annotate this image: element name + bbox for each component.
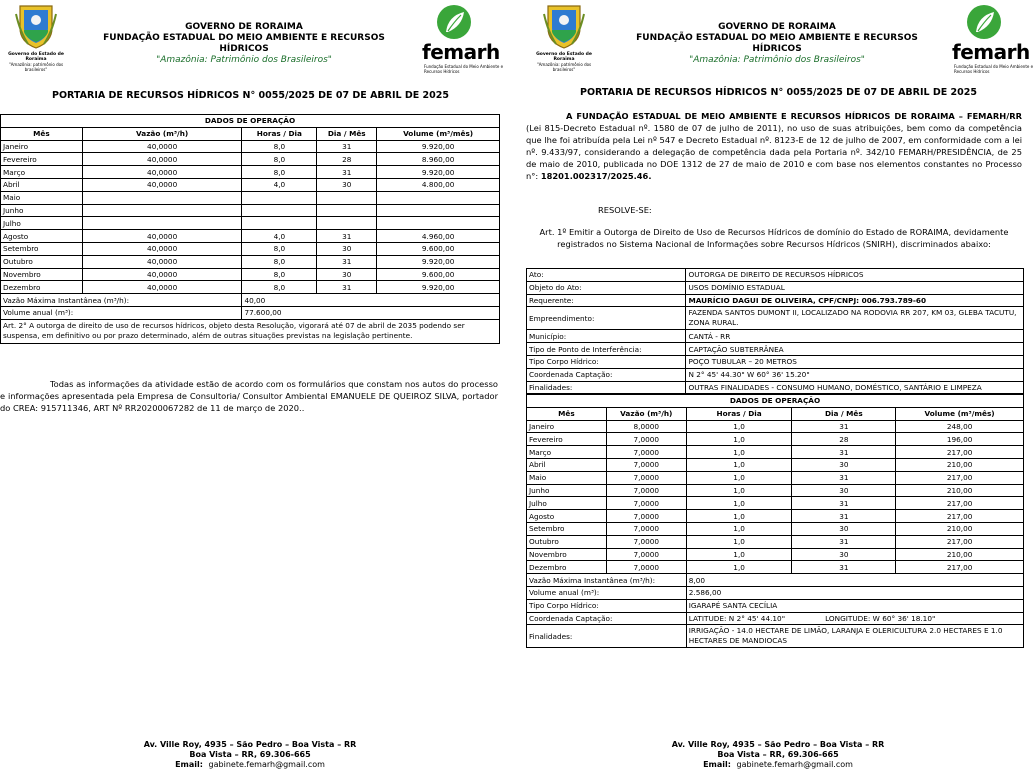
header	[84, 22, 404, 66]
right-page	[512, 0, 1034, 771]
days-cell: 31	[792, 420, 896, 433]
flow-cell: 7,0000	[606, 433, 686, 446]
flow-cell: 7,0000	[606, 522, 686, 535]
info-value: OUTRAS FINALIDADES - CONSUMO HUMANO, DOMÉSTICO, SANTÁRIO E LIMPEZA	[686, 381, 1024, 394]
volume-cell: 196,00	[896, 433, 1024, 446]
document-title: PORTARIA DE RECURSOS HÍDRICOS N° 0055/2025 DE 07 DE ABRIL DE 2025	[52, 90, 449, 101]
month-cell: Outubro	[1, 255, 83, 268]
volume-cell: 9.920,00	[377, 281, 500, 294]
volume-cell: 4.800,00	[377, 178, 500, 191]
flow-cell: 40,0000	[82, 153, 242, 166]
vmax-value: 40,00	[242, 294, 500, 307]
days-cell: 31	[792, 535, 896, 548]
flow-cell	[82, 204, 242, 217]
hours-cell: 1,0	[686, 433, 792, 446]
month-cell: Março	[527, 446, 607, 459]
table-row	[527, 497, 1024, 510]
month-cell: Outubro	[527, 535, 607, 548]
flow-cell: 7,0000	[606, 548, 686, 561]
table-row	[527, 510, 1024, 523]
hours-cell: 8,0	[242, 255, 317, 268]
finalidades-row	[527, 625, 1024, 648]
flow-cell: 40,0000	[82, 255, 242, 268]
state-crest	[532, 2, 592, 72]
info-row	[527, 281, 1024, 294]
volume-cell: 9.920,00	[377, 166, 500, 179]
corpo-value: IGARAPÉ SANTA CECÍLIA	[686, 599, 1023, 612]
info-row	[527, 368, 1024, 381]
table-row	[527, 535, 1024, 548]
volume-cell: 217,00	[896, 561, 1024, 574]
days-cell: 31	[792, 510, 896, 523]
footer-email[interactable]: gabinete.femarh@gmail.com	[736, 760, 853, 769]
footer	[628, 740, 928, 770]
info-value: FAZENDA SANTOS DUMONT II, LOCALIZADO NA RODOVIA RR 207, KM 03, GLEBA TACUTU, ZONA RURAL.	[686, 307, 1024, 330]
days-cell	[317, 204, 377, 217]
crest-caption: Governo do Estado de Roraima	[8, 52, 64, 62]
days-cell: 30	[792, 484, 896, 497]
month-cell: Novembro	[527, 548, 607, 561]
days-cell: 31	[317, 166, 377, 179]
info-label: Ato:	[527, 269, 686, 282]
column-header: Volume (m³/mês)	[377, 127, 500, 140]
table-row	[527, 446, 1024, 459]
volume-cell: 248,00	[896, 420, 1024, 433]
info-row	[527, 343, 1024, 356]
hours-cell: 1,0	[686, 510, 792, 523]
footer-city: Boa Vista – RR, 69.306-665	[189, 750, 311, 759]
header	[612, 22, 942, 66]
table-row	[1, 242, 500, 255]
info-label: Tipo de Ponto de Interferência:	[527, 343, 686, 356]
days-cell: 31	[792, 497, 896, 510]
column-header: Mês	[527, 407, 607, 420]
footer-address: Av. Ville Roy, 4935 – São Pedro – Boa Vista – RR	[143, 740, 357, 749]
days-cell: 28	[792, 433, 896, 446]
info-value: MAURÍCIO DAGUI DE OLIVEIRA, CPF/CNPJ: 006.793.789-60	[686, 294, 1024, 307]
hours-cell: 1,0	[686, 446, 792, 459]
column-header: Dia / Mês	[317, 127, 377, 140]
table-row	[527, 420, 1024, 433]
days-cell: 30	[792, 548, 896, 561]
vanual-row	[527, 586, 1024, 599]
flow-cell: 7,0000	[606, 484, 686, 497]
column-header: Volume (m³/mês)	[896, 407, 1024, 420]
state-crest	[4, 2, 64, 72]
volume-cell: 217,00	[896, 510, 1024, 523]
femarh-wordmark: femarh	[422, 40, 500, 64]
header-motto: "Amazônia: Patrimônio dos Brasileiros"	[156, 55, 332, 65]
coord-value	[686, 612, 1023, 625]
info-row	[527, 307, 1024, 330]
volume-cell: 217,00	[896, 535, 1024, 548]
flow-cell: 7,0000	[606, 535, 686, 548]
month-cell: Fevereiro	[1, 153, 83, 166]
footer-city: Boa Vista – RR, 69.306-665	[717, 750, 839, 759]
crest-subcaption: "Amazônia: patrimônio dos brasileiros"	[536, 62, 592, 72]
month-cell: Janeiro	[1, 140, 83, 153]
info-label: Município:	[527, 330, 686, 343]
month-cell: Fevereiro	[527, 433, 607, 446]
footer-address: Av. Ville Roy, 4935 – São Pedro – Boa Vista – RR	[671, 740, 885, 749]
table-row	[1, 178, 500, 191]
header-line1: GOVERNO DE RORAIMA	[718, 22, 836, 32]
flow-cell	[82, 217, 242, 230]
femarh-subtitle: Fundação Estadual do Meio Ambiente e Recursos Hídricos	[424, 64, 504, 74]
info-value: N 2° 45' 44.30" W 60° 36' 15.20"	[686, 368, 1024, 381]
table-row	[1, 153, 500, 166]
vanual-label: Volume anual (m³):	[527, 586, 687, 599]
volume-cell: 8.960,00	[377, 153, 500, 166]
volume-cell: 210,00	[896, 484, 1024, 497]
crest-icon	[544, 2, 584, 50]
month-cell: Abril	[527, 458, 607, 471]
flow-cell: 40,0000	[82, 242, 242, 255]
table-title: DADOS DE OPERAÇÃO	[527, 395, 1024, 408]
volume-cell	[377, 191, 500, 204]
femarh-wordmark: femarh	[952, 40, 1030, 64]
operation-table	[526, 394, 1024, 648]
volume-cell	[377, 217, 500, 230]
info-value: CANTÁ - RR	[686, 330, 1024, 343]
table-row	[527, 522, 1024, 535]
hours-cell: 8,0	[242, 242, 317, 255]
volume-cell: 210,00	[896, 458, 1024, 471]
vanual-row	[1, 306, 500, 319]
month-cell: Abril	[1, 178, 83, 191]
volume-cell: 9.600,00	[377, 242, 500, 255]
info-label: Coordenada Captação:	[527, 368, 686, 381]
hours-cell: 4,0	[242, 178, 317, 191]
vmax-label: Vazão Máxima Instantânea (m³/h):	[1, 294, 242, 307]
flow-cell: 40,0000	[82, 166, 242, 179]
volume-cell: 4.960,00	[377, 230, 500, 243]
process-number: 18201.002317/2025.46.	[540, 171, 652, 181]
hours-cell	[242, 204, 317, 217]
hours-cell: 8,0	[242, 153, 317, 166]
flow-cell: 7,0000	[606, 497, 686, 510]
hours-cell: 1,0	[686, 535, 792, 548]
volume-cell: 9.600,00	[377, 268, 500, 281]
days-cell: 30	[317, 268, 377, 281]
vmax-row	[1, 294, 500, 307]
crest-subcaption: "Amazônia: patrimônio dos brasileiros"	[8, 62, 64, 72]
flow-cell: 7,0000	[606, 561, 686, 574]
hours-cell: 8,0	[242, 281, 317, 294]
info-value: POÇO TUBULAR – 20 METROS	[686, 355, 1024, 368]
crest-caption: Governo do Estado de Roraima	[536, 52, 592, 62]
table-row	[527, 548, 1024, 561]
coord-lon: LONGITUDE: W 60° 36' 18.10"	[825, 613, 936, 623]
flow-cell: 40,0000	[82, 230, 242, 243]
resolve-label: RESOLVE-SE:	[598, 205, 652, 215]
hours-cell: 1,0	[686, 471, 792, 484]
column-header: Vazão (m³/h)	[606, 407, 686, 420]
table-row	[527, 484, 1024, 497]
hours-cell: 1,0	[686, 484, 792, 497]
days-cell: 30	[792, 522, 896, 535]
table-row	[527, 433, 1024, 446]
table-row	[1, 140, 500, 153]
vmax-value: 8,00	[686, 574, 1023, 587]
days-cell: 31	[317, 230, 377, 243]
days-cell: 28	[317, 153, 377, 166]
finalidades-label: Finalidades:	[527, 625, 687, 648]
table-row	[1, 230, 500, 243]
header-motto: "Amazônia: Patrimônio dos Brasileiros"	[689, 55, 865, 65]
femarh-leaf-icon	[964, 4, 1004, 44]
flow-cell: 40,0000	[82, 178, 242, 191]
days-cell: 31	[792, 471, 896, 484]
volume-cell: 217,00	[896, 446, 1024, 459]
month-cell: Novembro	[1, 268, 83, 281]
days-cell: 30	[792, 458, 896, 471]
vanual-value: 2.586,00	[686, 586, 1023, 599]
flow-cell: 7,0000	[606, 510, 686, 523]
month-cell: Agosto	[527, 510, 607, 523]
hours-cell: 1,0	[686, 548, 792, 561]
days-cell: 30	[317, 178, 377, 191]
info-value: OUTORGA DE DIREITO DE RECURSOS HÍDRICOS	[686, 269, 1024, 282]
volume-cell: 210,00	[896, 548, 1024, 561]
art2-text: Art. 2° A outorga de direito de uso de recursos hídricos, objeto desta Resolução, vigorará até 07 de abril de 2035 podendo ser suspensa, em definitivo ou por prazo determinado, além de outras situações previstas na legislação pertinente.	[1, 319, 500, 343]
art2-row	[1, 319, 500, 343]
table-row	[527, 471, 1024, 484]
corpo-label: Tipo Corpo Hídrico:	[527, 599, 687, 612]
finalidades-value: IRRIGAÇÃO - 14.0 HECTARE DE LIMÃO, LARANJA E OLERICULTURA 2.0 HECTARES E 1.0 HECTARES DE MANDIOCAS	[686, 625, 1023, 648]
footer-email-label: Email:	[175, 760, 203, 769]
column-header: Mês	[1, 127, 83, 140]
flow-cell: 7,0000	[606, 458, 686, 471]
info-row	[527, 294, 1024, 307]
table-title: DADOS DE OPERAÇÃO	[1, 115, 500, 128]
intro-paragraph	[526, 110, 1022, 182]
table-row	[1, 268, 500, 281]
info-value: CAPTAÇÃO SUBTERRÂNEA	[686, 343, 1024, 356]
days-cell: 31	[317, 281, 377, 294]
info-label: Requerente:	[527, 294, 686, 307]
month-cell: Janeiro	[527, 420, 607, 433]
days-cell: 31	[317, 140, 377, 153]
hours-cell: 1,0	[686, 420, 792, 433]
info-label: Objeto do Ato:	[527, 281, 686, 294]
header-line2: FUNDAÇÃO ESTADUAL DO MEIO AMBIENTE E RECURSOS HÍDRICOS	[103, 33, 385, 54]
table-row	[527, 561, 1024, 574]
left-page	[0, 0, 512, 771]
table-header-row	[527, 407, 1024, 420]
table-row	[1, 191, 500, 204]
days-cell	[317, 191, 377, 204]
column-header: Horas / Dia	[686, 407, 792, 420]
month-cell: Junho	[527, 484, 607, 497]
hours-cell: 8,0	[242, 166, 317, 179]
month-cell: Julho	[527, 497, 607, 510]
table-row	[527, 458, 1024, 471]
days-cell: 31	[792, 561, 896, 574]
month-cell: Maio	[1, 191, 83, 204]
info-row	[527, 355, 1024, 368]
operation-table	[0, 114, 500, 344]
hours-cell	[242, 191, 317, 204]
column-header: Vazão (m³/h)	[82, 127, 242, 140]
art1-paragraph: Art. 1º Emitir a Outorga de Direito de Uso de Recursos Hídricos de domínio do Estado de RORAIMA, devidamente registrados no Sistema Nacional de Informações sobre Recursos Hídricos (SNIRH), discriminados abaixo:	[539, 227, 1009, 249]
month-cell: Março	[1, 166, 83, 179]
info-row	[527, 269, 1024, 282]
hours-cell: 1,0	[686, 522, 792, 535]
header-line1: GOVERNO DE RORAIMA	[185, 22, 303, 32]
document-title: PORTARIA DE RECURSOS HÍDRICOS N° 0055/2025 DE 07 DE ABRIL DE 2025	[580, 87, 977, 98]
flow-cell: 7,0000	[606, 471, 686, 484]
table-header-row	[1, 127, 500, 140]
hours-cell: 1,0	[686, 458, 792, 471]
femarh-logo	[420, 4, 504, 74]
intro-bold: A FUNDAÇÃO ESTADUAL DE MEIO AMBIENTE E RECURSOS HÍDRICOS DE RORAIMA – FEMARH/RR	[566, 111, 1022, 121]
volume-cell: 217,00	[896, 471, 1024, 484]
header-line2: FUNDAÇÃO ESTADUAL DO MEIO AMBIENTE E RECURSOS HÍDRICOS	[636, 33, 918, 54]
month-cell: Agosto	[1, 230, 83, 243]
volume-cell	[377, 204, 500, 217]
column-header: Dia / Mês	[792, 407, 896, 420]
days-cell: 31	[792, 446, 896, 459]
hours-cell: 1,0	[686, 497, 792, 510]
month-cell: Setembro	[527, 522, 607, 535]
volume-cell: 210,00	[896, 522, 1024, 535]
table-row	[1, 204, 500, 217]
vanual-value: 77.600,00	[242, 306, 500, 319]
flow-cell: 40,0000	[82, 140, 242, 153]
coord-label: Coordenada Captação:	[527, 612, 687, 625]
column-header: Horas / Dia	[242, 127, 317, 140]
info-row	[527, 381, 1024, 394]
info-label: Tipo Corpo Hídrico:	[527, 355, 686, 368]
volume-cell: 9.920,00	[377, 140, 500, 153]
table-row	[1, 217, 500, 230]
info-paragraph: Todas as informações da atividade estão de acordo com os formulários que constam nos autos do processo e informações apresentada pela Empresa de Consultoria/ Consultor Ambiental EMANUELE DE QUEIROZ SILVA, portador do CREA: 915711346, ART Nº RR20200067282 de 11 de março de 2020..	[0, 379, 498, 413]
hours-cell: 1,0	[686, 561, 792, 574]
intro-text: (Lei 815-Decreto Estadual nº. 1580 de 07 de julho de 2011), no uso de suas atribuições, bem como da competência que lhe foi atribuída pela Lei nº 547 e Decreto Estadual nº. 8123-E de 12 de julho de 2007, em conformidade com a lei nº. 9.433/97, considerando a delegação de competência dada pela Portaria nº. 342/10 FEMARH/PRESIDÊNCIA, de 25 de maio de 2010, publicada no DOE 1312 de 27 de maio de 2010 e com base nos elementos constantes no Processo n°:	[526, 123, 1022, 181]
hours-cell: 4,0	[242, 230, 317, 243]
flow-cell	[82, 191, 242, 204]
flow-cell: 40,0000	[82, 268, 242, 281]
month-cell: Setembro	[1, 242, 83, 255]
days-cell	[317, 217, 377, 230]
footer	[100, 740, 400, 770]
info-table	[526, 268, 1024, 394]
days-cell: 30	[317, 242, 377, 255]
info-label: Finalidades:	[527, 381, 686, 394]
volume-cell: 9.920,00	[377, 255, 500, 268]
vanual-label: Volume anual (m³):	[1, 306, 242, 319]
hours-cell	[242, 217, 317, 230]
table-row	[1, 255, 500, 268]
femarh-subtitle: Fundação Estadual do Meio Ambiente e Recursos Hídricos	[954, 64, 1034, 74]
hours-cell: 8,0	[242, 268, 317, 281]
footer-email[interactable]: gabinete.femarh@gmail.com	[208, 760, 325, 769]
info-value: USOS DOMÍNIO ESTADUAL	[686, 281, 1024, 294]
flow-cell: 7,0000	[606, 446, 686, 459]
table-row	[1, 281, 500, 294]
vmax-label: Vazão Máxima Instantânea (m³/h):	[527, 574, 687, 587]
table-row	[1, 166, 500, 179]
info-row	[527, 330, 1024, 343]
days-cell: 31	[317, 255, 377, 268]
flow-cell: 8,0000	[606, 420, 686, 433]
volume-cell: 217,00	[896, 497, 1024, 510]
month-cell: Dezembro	[1, 281, 83, 294]
hours-cell: 8,0	[242, 140, 317, 153]
month-cell: Junho	[1, 204, 83, 217]
footer-email-label: Email:	[703, 760, 731, 769]
femarh-leaf-icon	[434, 4, 474, 44]
month-cell: Julho	[1, 217, 83, 230]
crest-icon	[16, 2, 56, 50]
month-cell: Maio	[527, 471, 607, 484]
vmax-row	[527, 574, 1024, 587]
info-label: Empreendimento:	[527, 307, 686, 330]
flow-cell: 40,0000	[82, 281, 242, 294]
coord-lat: LATITUDE: N 2° 45' 44.10"	[688, 613, 786, 623]
femarh-logo	[950, 4, 1034, 74]
corpo-row	[527, 599, 1024, 612]
coord-row	[527, 612, 1024, 625]
month-cell: Dezembro	[527, 561, 607, 574]
